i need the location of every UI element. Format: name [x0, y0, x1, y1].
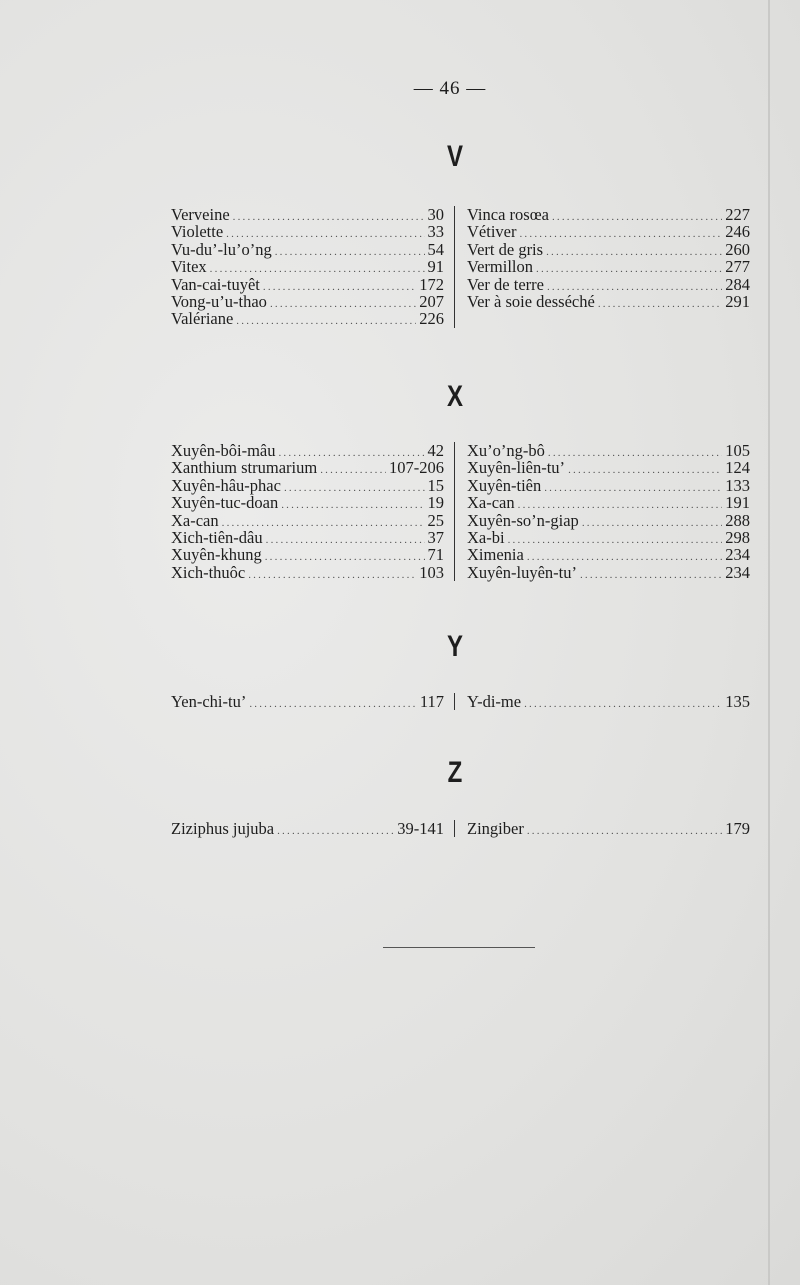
index-section-z	[171, 820, 751, 837]
section-letter-x: X	[446, 380, 463, 413]
index-entry: Ver de terre ..... 284	[467, 276, 750, 293]
index-column-right	[455, 442, 750, 581]
index-column-left	[171, 693, 455, 710]
index-entry: Xu’o’ng-bô ..... 105	[467, 442, 750, 459]
index-entry: Xuyên-so’n-giap ..... 288	[467, 512, 750, 529]
index-entry: Verveine ..... 30	[171, 206, 444, 223]
index-entry: Vermillon ..... 277	[467, 258, 750, 275]
index-section-y	[171, 693, 751, 710]
section-letter-z: Z	[447, 756, 463, 789]
index-column-right	[455, 206, 750, 328]
index-entry: Ximenia ..... 234	[467, 546, 750, 563]
index-entry: Xich-thuôc ..... 103	[171, 564, 444, 581]
index-entry: Vu-du’-lu’o’ng ..... 54	[171, 241, 444, 258]
index-entry: Vong-u’u-thao ..... 207	[171, 293, 444, 310]
index-entry: Xuyên-tiên ..... 133	[467, 477, 750, 494]
index-entry: Xanthium strumarium ..... 107-206	[171, 459, 444, 476]
section-letter-y: Y	[446, 630, 463, 663]
index-entry: Xich-tiên-dâu ..... 37	[171, 529, 444, 546]
index-entry: Valériane ..... 226	[171, 310, 444, 327]
index-column-left	[171, 442, 455, 581]
index-entry: Xuyên-liên-tu’ ..... 124	[467, 459, 750, 476]
index-entry: Yen-chi-tu’ ..... 117	[171, 693, 444, 710]
index-entry: Xa-can ..... 191	[467, 494, 750, 511]
index-section-x	[171, 442, 751, 581]
index-entry: Xuyên-khung ..... 71	[171, 546, 444, 563]
index-entry: Violette ..... 33	[171, 223, 444, 240]
index-entry: Y-di-me ..... 135	[467, 693, 750, 710]
index-entry: Xa-bi ..... 298	[467, 529, 750, 546]
index-entry: Vert de gris ..... 260	[467, 241, 750, 258]
index-entry: Xuyên-bôi-mâu ..... 42	[171, 442, 444, 459]
index-column-left	[171, 206, 455, 328]
index-entry: Zingiber ..... 179	[467, 820, 750, 837]
index-column-right	[455, 820, 750, 837]
end-rule	[383, 947, 535, 948]
index-entry: Vinca rosœa ..... 227	[467, 206, 750, 223]
index-entry: Xuyên-tuc-doan ..... 19	[171, 494, 444, 511]
index-entry: Xuyên-hâu-phac ..... 15	[171, 477, 444, 494]
index-entry: Xa-can ..... 25	[171, 512, 444, 529]
section-letter-v: V	[446, 140, 463, 173]
page-number: — 46 —	[413, 78, 487, 99]
index-entry: Vitex ..... 91	[171, 258, 444, 275]
index-entry: Ziziphus jujuba ..... 39-141	[171, 820, 444, 837]
index-entry: Vétiver ..... 246	[467, 223, 750, 240]
index-entry: Ver à soie desséché ..... 291	[467, 293, 750, 310]
index-column-left	[171, 820, 455, 837]
index-entry: Van-cai-tuyêt ..... 172	[171, 276, 444, 293]
index-section-v	[171, 206, 751, 328]
index-entry: Xuyên-luyên-tu’ ..... 234	[467, 564, 750, 581]
index-column-right	[455, 693, 750, 710]
